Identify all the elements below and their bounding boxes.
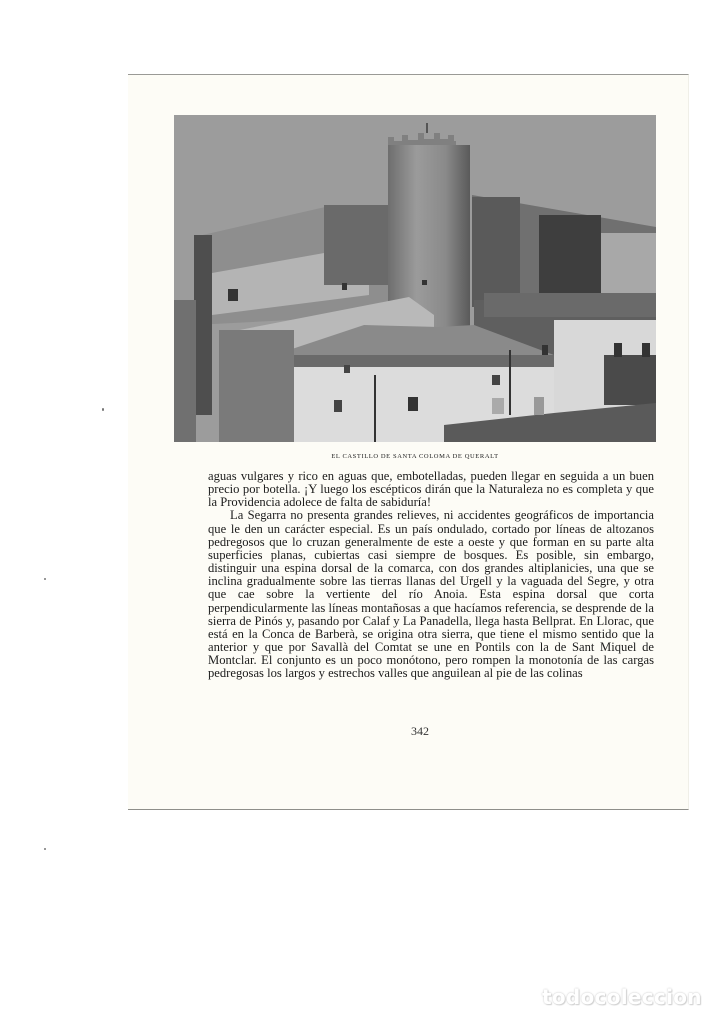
watermark-logo: todocoleccion [542,985,702,1009]
scan-speck [44,848,46,850]
castle-photo [174,115,656,442]
photo-caption: EL CASTILLO DE SANTA COLOMA DE QUERALT [331,453,499,460]
body-text [208,470,654,681]
page-number: 342 [411,724,429,738]
paragraph: La Segarra no presenta grandes relieves, ni accidentes geográficos de importancia que le den un carácter especial. Es un país ondulado, cortado por líneas de altozanos pedregosos que lo cruzan generalmente de este a oeste y que forman en su parte alta superficies planas, cubiertas casi siempre de bosques. Es posible, sin embargo, distinguir una espina dorsal de la comarca, con dos grandes altiplanicies, una que se inclina gradualmente sobre las tierras llanas del Urgell y la vaguada del Segre, y otra que cae sobre la vertiente del río Anoia. Esta espina dorsal que corta perpendicularmente las líneas montañosas a que hacíamos referencia, se desprende de la sierra de Pinós y, pasando por Calaf y La Panadella, llega hasta Bellprat. En Llorac, que está en la Conca de Barberà, se origina otra sierra, que tiene el mismo sentido que la anterior y que por Savallà del Comtat se une en Pontils con la de Sant Miquel de Montclar. El conjunto es un poco monótono, pero rompen la monotonía de las cargas pedregosas los largos y estrechos valles que anguilean al pie de las colinas [208,508,654,681]
scan-speck [44,578,46,580]
paragraph: aguas vulgares y rico en aguas que, embotelladas, pueden llegar en seguida a un buen precio por botella. ¡Y luego los escépticos dirán que la Naturaleza no es completa y que la Providencia adolece de falta de sabiduría! [208,469,654,510]
scan-speck [102,408,104,411]
